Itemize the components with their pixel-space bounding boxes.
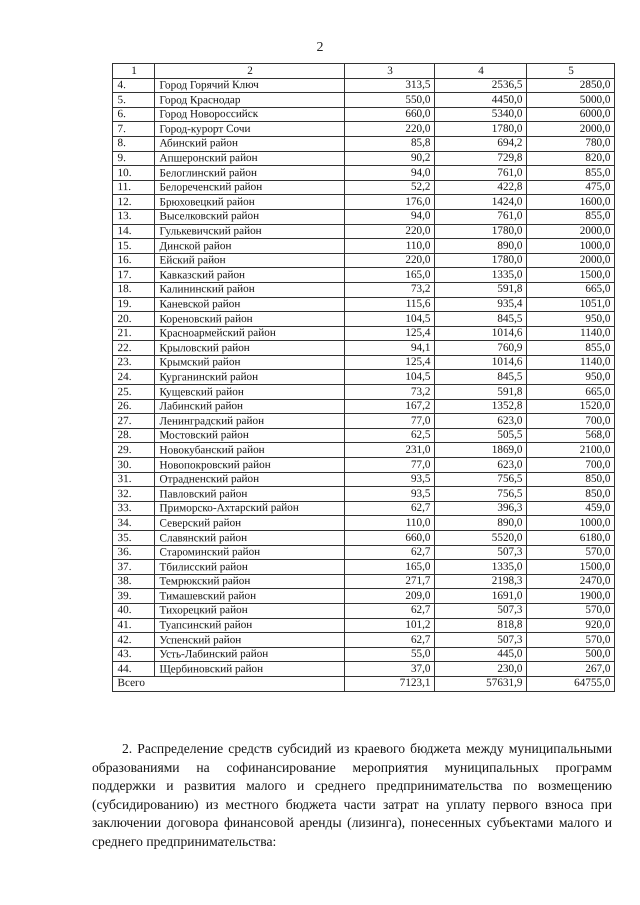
total-value: 1500,0: [526, 559, 614, 574]
table-row: [113, 312, 615, 327]
row-number: 30.: [112, 457, 154, 472]
local-budget-value: 761,0: [434, 209, 526, 224]
header-col-2: 2: [154, 63, 344, 79]
table-row: [113, 180, 615, 195]
total-value: 568,0: [526, 428, 614, 443]
table-row: [113, 166, 615, 181]
local-budget-value: 1424,0: [434, 195, 526, 210]
total-value: 1140,0: [526, 355, 614, 370]
municipality-name: Гулькевичский район: [154, 223, 344, 239]
regional-budget-value: 73,2: [344, 282, 434, 297]
table-row: [113, 662, 615, 677]
total-value: 2850,0: [526, 78, 614, 93]
header-col-1: 1: [112, 63, 154, 78]
regional-budget-value: 90,2: [344, 151, 434, 166]
regional-budget-value: 220,0: [344, 224, 434, 239]
table-row: [113, 531, 615, 546]
row-number: 43.: [112, 647, 154, 662]
local-budget-value: 1335,0: [434, 559, 526, 574]
total-value: 920,0: [526, 618, 614, 633]
total-sum-value: 64755,0: [526, 676, 614, 691]
row-number: 4.: [112, 78, 154, 93]
table-total-row: [113, 676, 615, 691]
row-number: 19.: [112, 297, 154, 312]
regional-budget-value: 660,0: [344, 530, 434, 545]
total-value: 1900,0: [526, 589, 614, 604]
regional-budget-value: 110,0: [344, 238, 434, 253]
table-row: [113, 78, 615, 93]
row-number: 10.: [112, 166, 154, 181]
regional-budget-value: 62,7: [344, 545, 434, 560]
header-col-4: 4: [434, 63, 526, 78]
regional-budget-value: 110,0: [344, 516, 434, 531]
row-number: 7.: [112, 122, 154, 137]
municipality-name: Курганинский район: [154, 369, 344, 385]
municipality-name: Ленинградский район: [154, 413, 344, 429]
local-budget-value: 761,0: [434, 165, 526, 180]
municipality-name: Северский район: [154, 515, 344, 531]
municipality-name: Кущевский район: [154, 384, 344, 400]
row-number: 20.: [112, 311, 154, 326]
regional-budget-value: 220,0: [344, 122, 434, 137]
municipality-name: Абинский район: [154, 136, 344, 152]
municipality-name: Павловский район: [154, 486, 344, 502]
municipality-name: Славянский район: [154, 530, 344, 546]
row-number: 34.: [112, 516, 154, 531]
row-number: 33.: [112, 501, 154, 516]
row-number: 18.: [112, 282, 154, 297]
local-budget-value: 4450,0: [434, 92, 526, 107]
municipality-name: Тимашевский район: [154, 588, 344, 604]
table-row: [113, 297, 615, 312]
table-row: [113, 472, 615, 487]
regional-budget-value: 220,0: [344, 253, 434, 268]
regional-budget-value: 62,7: [344, 632, 434, 647]
municipality-name: Апшеронский район: [154, 150, 344, 166]
table-row: [113, 385, 615, 400]
municipality-name: Динской район: [154, 238, 344, 254]
regional-budget-value: 93,5: [344, 486, 434, 501]
municipality-name: Белоглинский район: [154, 165, 344, 181]
total-regional-value: 7123,1: [344, 676, 434, 691]
table-row: [113, 93, 615, 108]
municipality-name: Тбилисский район: [154, 559, 344, 575]
municipality-name: Туапсинский район: [154, 617, 344, 633]
table-row: [113, 574, 615, 589]
table-row: [113, 399, 615, 414]
total-value: 665,0: [526, 282, 614, 297]
table-row: [113, 647, 615, 662]
local-budget-value: 890,0: [434, 238, 526, 253]
total-value: 820,0: [526, 151, 614, 166]
municipality-name: Выселковский район: [154, 209, 344, 225]
row-number: 44.: [112, 662, 154, 677]
table-row: [113, 516, 615, 531]
municipality-name: Щербиновский район: [154, 661, 344, 677]
regional-budget-value: 165,0: [344, 268, 434, 283]
table-header-row: [113, 64, 615, 79]
regional-budget-value: 62,7: [344, 501, 434, 516]
regional-budget-value: 550,0: [344, 92, 434, 107]
local-budget-value: 845,5: [434, 370, 526, 385]
table-row: [113, 136, 615, 151]
municipality-name: Каневской район: [154, 296, 344, 312]
table-row: [113, 355, 615, 370]
local-budget-value: 1014,6: [434, 326, 526, 341]
municipality-name: Лабинский район: [154, 399, 344, 415]
header-col-5: 5: [526, 63, 614, 78]
total-value: 1140,0: [526, 326, 614, 341]
total-value: 665,0: [526, 384, 614, 399]
local-budget-value: 507,3: [434, 545, 526, 560]
local-budget-value: 505,5: [434, 428, 526, 443]
local-budget-value: 396,3: [434, 501, 526, 516]
table-row: [113, 224, 615, 239]
row-number: 40.: [112, 603, 154, 618]
total-value: 1000,0: [526, 238, 614, 253]
local-budget-value: 1780,0: [434, 224, 526, 239]
total-local-value: 57631,9: [434, 676, 526, 691]
regional-budget-value: 77,0: [344, 413, 434, 428]
regional-budget-value: 104,5: [344, 311, 434, 326]
total-value: 500,0: [526, 647, 614, 662]
local-budget-value: 5520,0: [434, 530, 526, 545]
local-budget-value: 1869,0: [434, 443, 526, 458]
subsidy-distribution-table: [112, 63, 615, 692]
header-col-3: 3: [344, 63, 434, 78]
municipality-name: Мостовский район: [154, 428, 344, 444]
municipality-name: Кореновский район: [154, 311, 344, 327]
regional-budget-value: 94,0: [344, 165, 434, 180]
row-number: 23.: [112, 355, 154, 370]
row-number: 21.: [112, 326, 154, 341]
total-value: 475,0: [526, 180, 614, 195]
local-budget-value: 1352,8: [434, 399, 526, 414]
local-budget-value: 445,0: [434, 647, 526, 662]
row-number: 25.: [112, 384, 154, 399]
municipality-name: Ейский район: [154, 253, 344, 269]
table-row: [113, 195, 615, 210]
total-value: 855,0: [526, 209, 614, 224]
regional-budget-value: 94,0: [344, 209, 434, 224]
table-row: [113, 589, 615, 604]
row-number: 38.: [112, 574, 154, 589]
municipality-name: Белореченский район: [154, 180, 344, 196]
row-number: 35.: [112, 530, 154, 545]
local-budget-value: 2536,5: [434, 78, 526, 93]
local-budget-value: 507,3: [434, 603, 526, 618]
total-value: 6000,0: [526, 107, 614, 122]
total-value: 780,0: [526, 136, 614, 151]
table-row: [113, 633, 615, 648]
total-value: 855,0: [526, 165, 614, 180]
row-number: 5.: [112, 93, 154, 108]
table-row: [113, 107, 615, 122]
municipality-name: Успенский район: [154, 632, 344, 648]
regional-budget-value: 94,1: [344, 341, 434, 356]
municipality-name: Город-курорт Сочи: [154, 121, 344, 137]
municipality-name: Калининский район: [154, 282, 344, 298]
regional-budget-value: 37,0: [344, 662, 434, 677]
local-budget-value: 230,0: [434, 662, 526, 677]
local-budget-value: 729,8: [434, 151, 526, 166]
table-row: [113, 428, 615, 443]
regional-budget-value: 62,7: [344, 603, 434, 618]
total-value: 459,0: [526, 501, 614, 516]
row-number: 42.: [112, 633, 154, 648]
regional-budget-value: 165,0: [344, 559, 434, 574]
total-value: 570,0: [526, 545, 614, 560]
table-row: [113, 209, 615, 224]
table-row: [113, 487, 615, 502]
total-value: 850,0: [526, 472, 614, 487]
regional-budget-value: 209,0: [344, 589, 434, 604]
local-budget-value: 1691,0: [434, 589, 526, 604]
row-number: 12.: [112, 195, 154, 210]
total-value: 6180,0: [526, 530, 614, 545]
regional-budget-value: 125,4: [344, 326, 434, 341]
row-number: 36.: [112, 545, 154, 560]
municipality-name: Новокубанский район: [154, 442, 344, 458]
municipality-name: Красноармейский район: [154, 326, 344, 342]
total-label: Всего: [112, 676, 154, 691]
total-blank: [154, 676, 344, 692]
regional-budget-value: 73,2: [344, 384, 434, 399]
row-number: 26.: [112, 399, 154, 414]
table-row: [113, 414, 615, 429]
local-budget-value: 845,5: [434, 311, 526, 326]
total-value: 1520,0: [526, 399, 614, 414]
table-row: [113, 545, 615, 560]
municipality-name: Отрадненский район: [154, 472, 344, 488]
row-number: 15.: [112, 238, 154, 253]
local-budget-value: 5340,0: [434, 107, 526, 122]
local-budget-value: 1780,0: [434, 122, 526, 137]
municipality-name: Приморско-Ахтарский район: [154, 501, 344, 517]
regional-budget-value: 62,5: [344, 428, 434, 443]
local-budget-value: 818,8: [434, 618, 526, 633]
municipality-name: Усть-Лабинский район: [154, 647, 344, 663]
total-value: 2470,0: [526, 574, 614, 589]
regional-budget-value: 660,0: [344, 107, 434, 122]
row-number: 14.: [112, 224, 154, 239]
total-value: 570,0: [526, 632, 614, 647]
regional-budget-value: 231,0: [344, 443, 434, 458]
total-value: 2000,0: [526, 122, 614, 137]
municipality-name: Новопокровский район: [154, 457, 344, 473]
local-budget-value: 694,2: [434, 136, 526, 151]
section-2-paragraph: 2. Распределение средств субсидий из краевого бюджета между муниципальными образованиями на софинансирование мероприятия муниципальных программ поддержки и развития малого и среднего предпринимательства по возмещению (субсидированию) из местного бюджета части затрат на уплату первого взноса при заключении договора финансовой аренды (лизинга), понесенных субъектами малого и среднего предпринимательства:: [92, 741, 612, 849]
row-number: 41.: [112, 618, 154, 633]
local-budget-value: 623,0: [434, 413, 526, 428]
table-row: [113, 501, 615, 516]
municipality-name: Город Новороссийск: [154, 107, 344, 123]
table-row: [113, 560, 615, 575]
total-value: 2000,0: [526, 253, 614, 268]
municipality-name: Город Краснодар: [154, 92, 344, 108]
local-budget-value: 1014,6: [434, 355, 526, 370]
local-budget-value: 591,8: [434, 384, 526, 399]
row-number: 39.: [112, 589, 154, 604]
row-number: 24.: [112, 370, 154, 385]
row-number: 29.: [112, 443, 154, 458]
page-number: 2: [316, 40, 324, 55]
table-row: [113, 151, 615, 166]
total-value: 1000,0: [526, 516, 614, 531]
table-row: [113, 458, 615, 473]
row-number: 6.: [112, 107, 154, 122]
municipality-name: Город Горячий Ключ: [154, 78, 344, 94]
municipality-name: Темрюкский район: [154, 574, 344, 590]
local-budget-value: 2198,3: [434, 574, 526, 589]
local-budget-value: 623,0: [434, 457, 526, 472]
total-value: 570,0: [526, 603, 614, 618]
regional-budget-value: 271,7: [344, 574, 434, 589]
table-row: [113, 443, 615, 458]
local-budget-value: 756,5: [434, 472, 526, 487]
total-value: 5000,0: [526, 92, 614, 107]
table-row: [113, 326, 615, 341]
municipality-name: Тихорецкий район: [154, 603, 344, 619]
regional-budget-value: 115,6: [344, 297, 434, 312]
regional-budget-value: 167,2: [344, 399, 434, 414]
row-number: 28.: [112, 428, 154, 443]
row-number: 31.: [112, 472, 154, 487]
table-row: [113, 282, 615, 297]
regional-budget-value: 52,2: [344, 180, 434, 195]
table-row: [113, 603, 615, 618]
regional-budget-value: 85,8: [344, 136, 434, 151]
local-budget-value: 890,0: [434, 516, 526, 531]
total-value: 950,0: [526, 311, 614, 326]
municipality-name: Брюховецкий район: [154, 194, 344, 210]
local-budget-value: 760,9: [434, 341, 526, 356]
regional-budget-value: 104,5: [344, 370, 434, 385]
municipality-name: Староминский район: [154, 545, 344, 561]
row-number: 11.: [112, 180, 154, 195]
table-row: [113, 268, 615, 283]
row-number: 9.: [112, 151, 154, 166]
table-row: [113, 253, 615, 268]
total-value: 700,0: [526, 457, 614, 472]
local-budget-value: 935,4: [434, 297, 526, 312]
row-number: 17.: [112, 268, 154, 283]
municipality-name: Крыловский район: [154, 340, 344, 356]
total-value: 267,0: [526, 662, 614, 677]
local-budget-value: 1780,0: [434, 253, 526, 268]
regional-budget-value: 93,5: [344, 472, 434, 487]
local-budget-value: 1335,0: [434, 268, 526, 283]
total-value: 700,0: [526, 413, 614, 428]
local-budget-value: 422,8: [434, 180, 526, 195]
local-budget-value: 756,5: [434, 486, 526, 501]
total-value: 1600,0: [526, 195, 614, 210]
total-value: 2100,0: [526, 443, 614, 458]
row-number: 22.: [112, 341, 154, 356]
total-value: 850,0: [526, 486, 614, 501]
row-number: 27.: [112, 414, 154, 429]
regional-budget-value: 77,0: [344, 457, 434, 472]
row-number: 32.: [112, 487, 154, 502]
row-number: 8.: [112, 136, 154, 151]
regional-budget-value: 176,0: [344, 195, 434, 210]
total-value: 2000,0: [526, 224, 614, 239]
regional-budget-value: 313,5: [344, 78, 434, 93]
total-value: 1051,0: [526, 297, 614, 312]
total-value: 855,0: [526, 341, 614, 356]
table-row: [113, 618, 615, 633]
row-number: 37.: [112, 560, 154, 575]
total-value: 1500,0: [526, 268, 614, 283]
regional-budget-value: 125,4: [344, 355, 434, 370]
total-value: 950,0: [526, 370, 614, 385]
table-row: [113, 341, 615, 356]
local-budget-value: 591,8: [434, 282, 526, 297]
regional-budget-value: 55,0: [344, 647, 434, 662]
regional-budget-value: 101,2: [344, 618, 434, 633]
local-budget-value: 507,3: [434, 632, 526, 647]
municipality-name: Крымский район: [154, 355, 344, 371]
row-number: 13.: [112, 209, 154, 224]
municipality-name: Кавказский район: [154, 267, 344, 283]
row-number: 16.: [112, 253, 154, 268]
table-row: [113, 122, 615, 137]
table-row: [113, 239, 615, 254]
table-row: [113, 370, 615, 385]
